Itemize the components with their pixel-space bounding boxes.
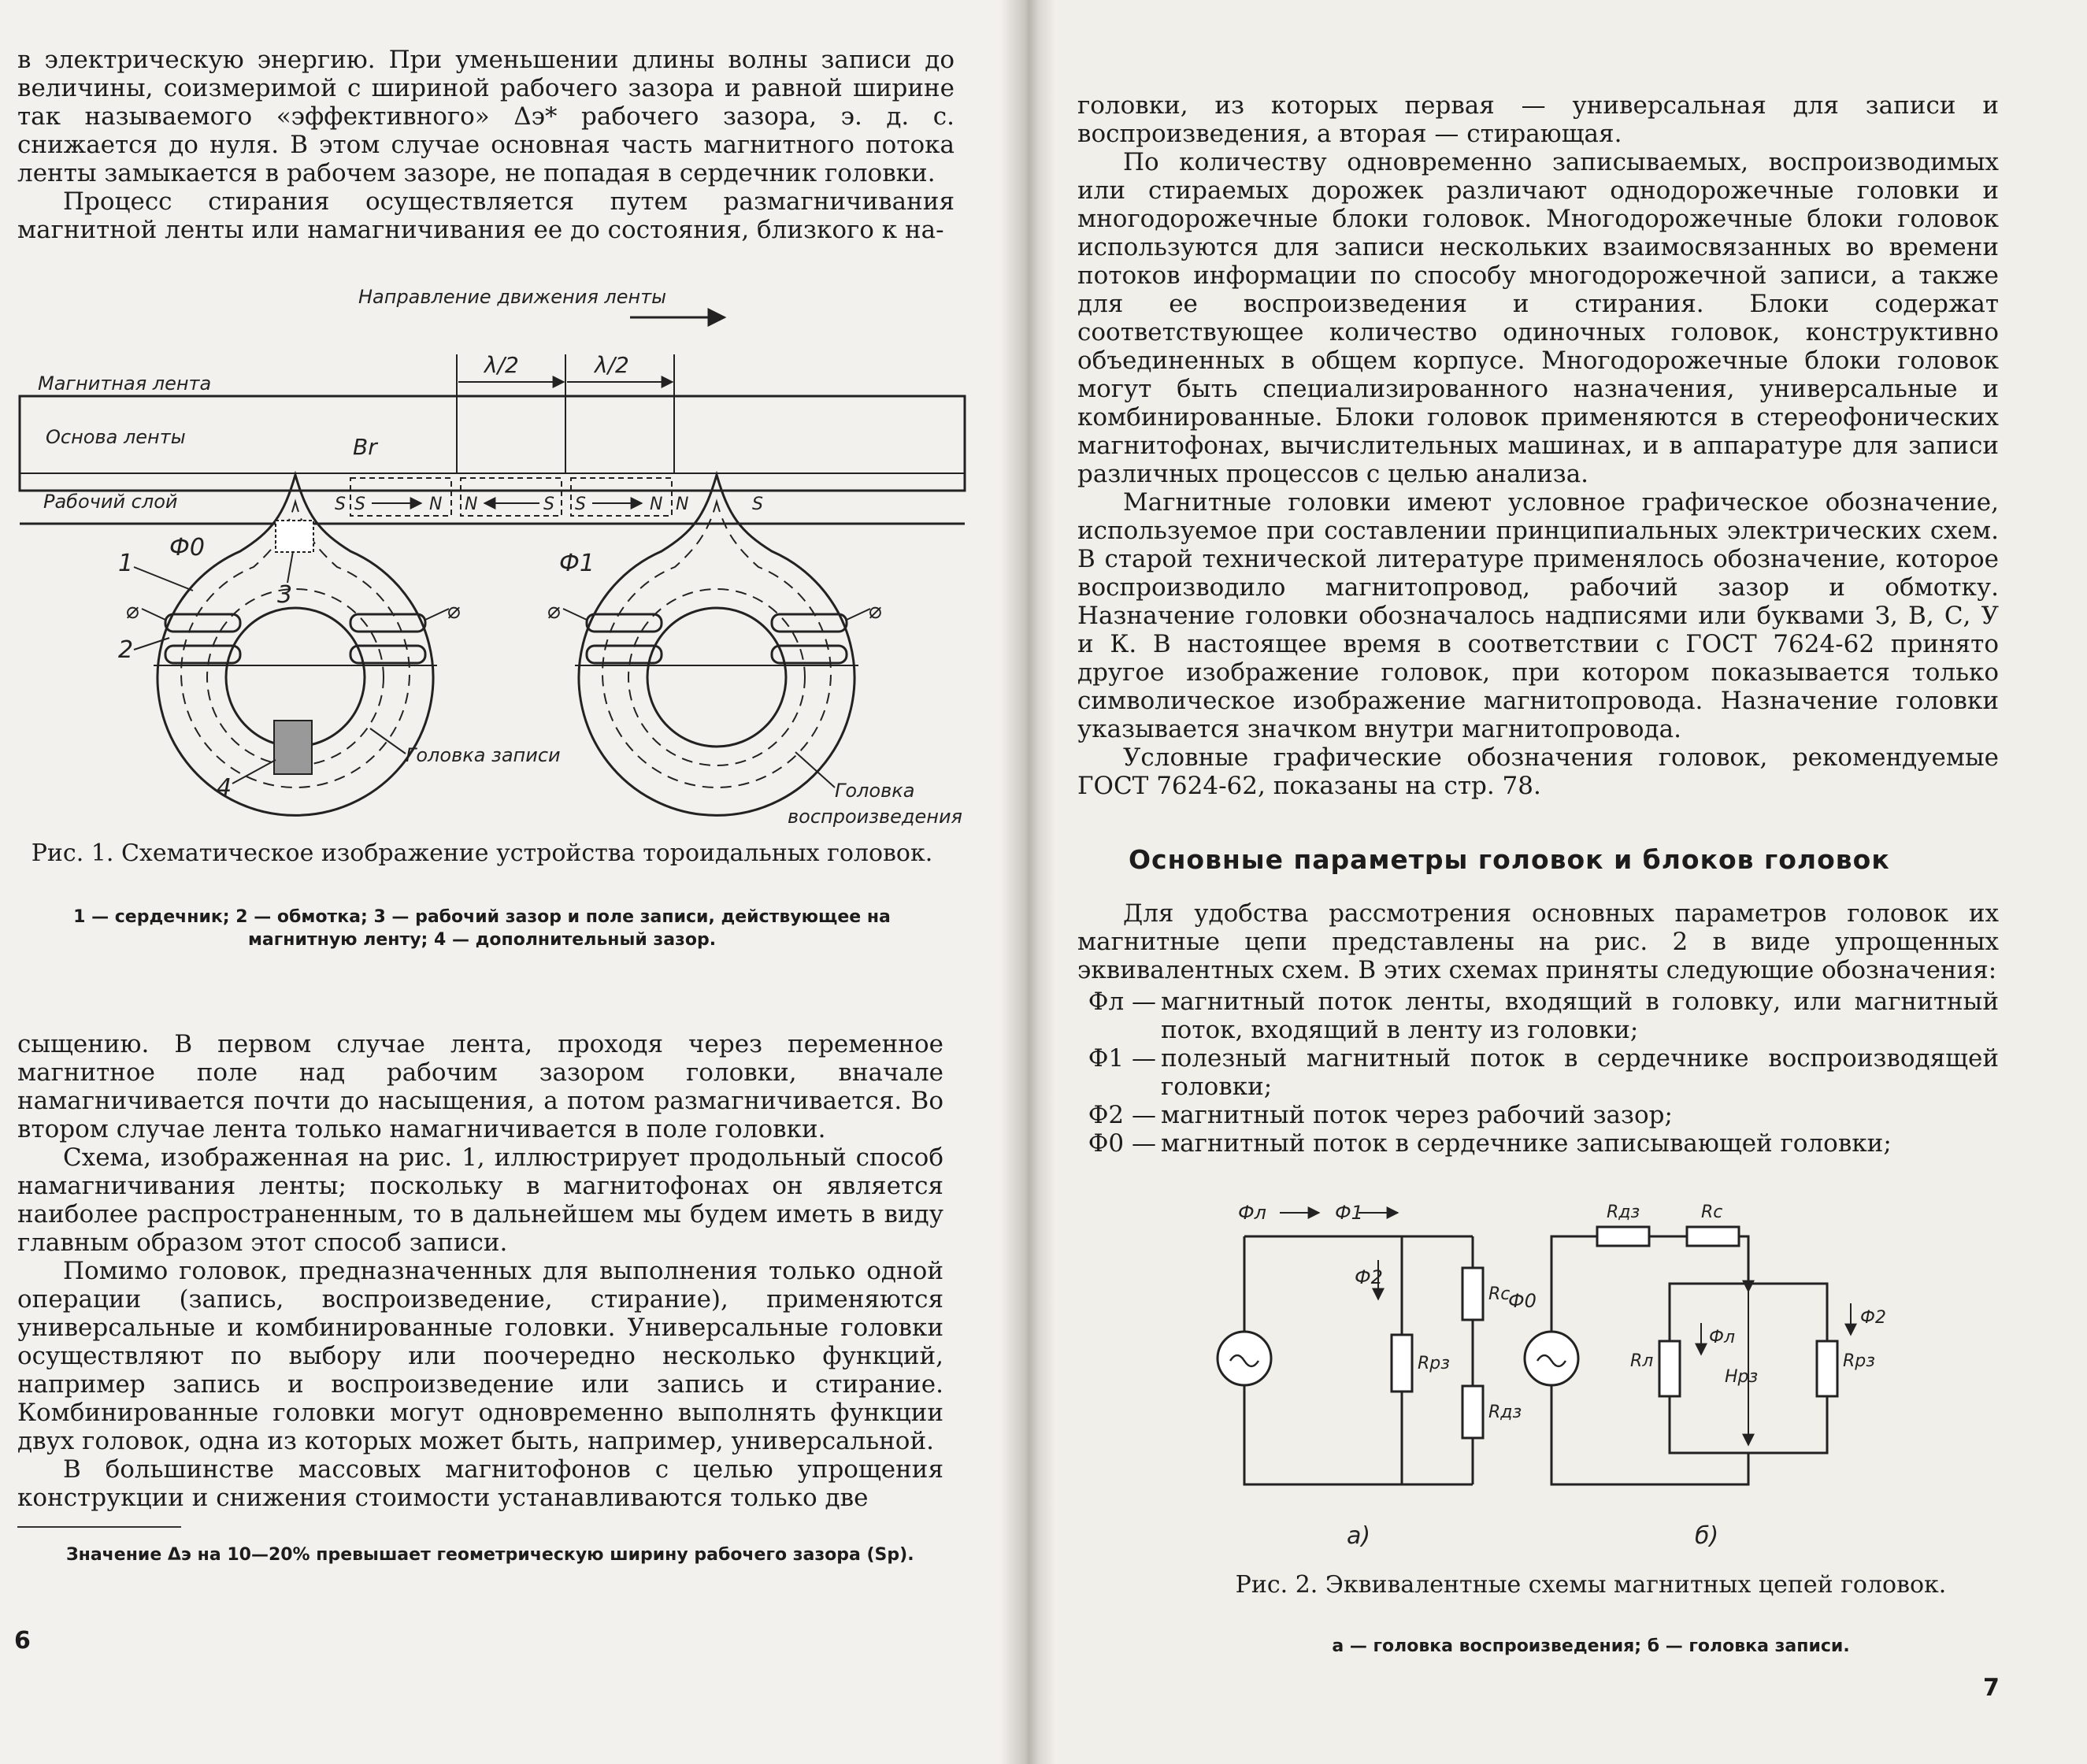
working-layer-label: Рабочий слой	[43, 491, 178, 513]
paragraph: Условные графические обозначения головок, рекомендуемые ГОСТ 7624-62, показаны на стр. 78.	[1077, 743, 1999, 800]
lambda-label-2: λ/2	[595, 352, 629, 378]
phi1-label: Ф1	[559, 550, 595, 577]
source-a	[1218, 1332, 1271, 1385]
notation-item	[1077, 1129, 1999, 1158]
paragraph: Помимо головок, предназначенных для выполнения только одной операции (запись, воспроизведение, стирание), применяются универсальные и комбинированные головки. Универсальные головки осуществляют по выбору или поочередно несколько функций, например запись и воспроизведение или запись и стирание. Комбинированные головки могут одновременно выполнять функции двух головок, одна из которых может быть, например, универсальной.	[17, 1257, 943, 1455]
label-rrz-b: Rрз	[1843, 1351, 1875, 1371]
label-rdz: Rдз	[1488, 1403, 1522, 1422]
resistor-rrz-b	[1817, 1341, 1837, 1396]
leader-1	[134, 567, 193, 591]
paragraph: головки, из которых первая — универсальная для записи и воспроизведения, а вторая — стирающая.	[1077, 91, 1999, 148]
pole-n: N	[676, 495, 689, 514]
playback-head	[547, 475, 882, 815]
label-phi-1: Ф1	[1335, 1202, 1363, 1224]
footnote-rule	[17, 1526, 181, 1528]
figure-2-legend: а — головка воспроизведения; б — головка записи.	[1332, 1636, 1850, 1656]
phi0-label: Ф0	[169, 534, 205, 561]
paragraph: в электрическую энергию. При уменьшении длины волны записи до величины, соизмеримой с шириной рабочего зазора и равной ширине так называемого «эффективного» Δэ* рабочего зазора, э. д. с. снижается до нуля. В этом случае основная часть магнитного потока ленты замыкается в рабочем зазоре, не попадая в сердечник головки.	[17, 46, 955, 187]
paragraph: Схема, изображенная на рис. 1, иллюстрирует продольный способ намагничивания ленты; поскольку в магнитофонах он является наиболее распространенным, то в дальнейшем мы будем иметь в виду главным образом этот способ записи.	[17, 1143, 943, 1257]
notation-desc: магнитный поток в сердечнике записывающей головки;	[1161, 1129, 1892, 1158]
notation-item	[1077, 1044, 1999, 1101]
resistor-rl	[1659, 1341, 1680, 1396]
magnetic-tape-label: Магнитная лента	[38, 372, 212, 395]
notation-term: Ф2 —	[1088, 1101, 1156, 1129]
resistor-rrz-a	[1392, 1335, 1412, 1392]
label-rl: Rл	[1630, 1351, 1654, 1371]
terminal: ⌀	[869, 598, 882, 624]
label-a: а)	[1347, 1522, 1371, 1550]
figure-2-caption: Рис. 2. Эквивалентные схемы магнитных цепей головок.	[1235, 1571, 1947, 1599]
notation-desc: магнитный поток ленты, входящий в головку, или магнитный поток, входящий в ленту из головки;	[1161, 988, 1999, 1044]
pole-s: S	[543, 495, 554, 514]
pole-s: S	[354, 495, 365, 514]
notation-term: Ф1 —	[1088, 1044, 1156, 1073]
pole-n: N	[465, 495, 478, 514]
label-hrz: Hрз	[1725, 1367, 1759, 1387]
label-3: 3	[277, 581, 293, 609]
working-gap	[276, 521, 313, 552]
pole-s: S	[752, 495, 763, 514]
paragraph: Магнитные головки имеют условное графическое обозначение, используемое при составлении принципиальных электрических схем. В старой технической литературе применялось обозначение, которое воспроизводило магнитопровод, рабочий зазор и обмотку. Назначение головки обозначалось надписями или буквами З, В, С, У и К. В настоящее время в соответствии с ГОСТ 7624-62 принято другое изображение головок, при котором показывается только символическое изображение магнитопровода. Назначение головки указывается значком внутри магнитопровода.	[1077, 488, 1999, 743]
notation-desc: магнитный поток через рабочий зазор;	[1161, 1101, 1673, 1129]
extra-gap	[274, 721, 312, 774]
pole-n: N	[650, 495, 663, 514]
notation-term: Фл —	[1088, 988, 1156, 1016]
paragraph: Для удобства рассмотрения основных параметров головок их магнитные цепи представлены на рис. 2 в виде упрощенных эквивалентных схем. В этих схемах приняты следующие обозначения:	[1077, 899, 1999, 984]
resistor-rc-b	[1687, 1227, 1739, 1246]
leader-3	[287, 551, 293, 583]
label-phi-2: Ф2	[1355, 1266, 1383, 1288]
source-b	[1525, 1332, 1578, 1385]
label-rc-b: Rс	[1701, 1203, 1723, 1222]
book-gutter	[1000, 0, 1055, 1764]
label-1: 1	[118, 550, 134, 577]
circuit-b	[1525, 1227, 1851, 1484]
paragraph: сыщению. В первом случае лента, проходя через переменное магнитное поле над рабочим зазором головки, вначале намагничивается почти до насыщения, а потом размагничивается. Во втором случае лента только намагничивается в поле головки.	[17, 1030, 943, 1143]
notation-item	[1077, 1101, 1999, 1129]
notation-list	[1077, 988, 1999, 1158]
paragraph: Процесс стирания осуществляется путем размагничивания магнитной ленты или намагничивания ее до состояния, близкого к на-	[17, 187, 955, 244]
resistor-rdz	[1462, 1386, 1483, 1438]
left-bottom-text	[17, 1030, 943, 1512]
paragraph: По количеству одновременно записываемых, воспроизводимых или стираемых дорожек различают однодорожечные головки и многодорожечные блоки головок. Многодорожечные блоки головок используются для записи нескольких взаимосвязанных во времени потоков информации по способу многодорожечной записи, а также для ее воспроизведения и стирания. Блоки содержат соответствующее количество одиночных головок, конструктивно объединенных в общем корпусе. Многодорожечные блоки головок могут быть специализированного назначения, универсальные и комбинированные. Блоки головок применяются в стереофонических магнитофонах, вычислительных машинах, и в аппаратуре для записи различных процессов с целью анализа.	[1077, 148, 1999, 488]
figure-1-legend: 1 — сердечник; 2 — обмотка; 3 — рабочий зазор и поле записи, действующее на магнитную ленту; 4 — дополнительный зазор.	[73, 907, 891, 950]
right-intro-text	[1077, 899, 1999, 984]
tape-direction-label: Направление движения ленты	[358, 286, 667, 308]
terminal: ⌀	[447, 598, 461, 624]
figure-1-caption: Рис. 1. Схематическое изображение устройства тороидальных головок.	[31, 839, 933, 867]
label-phi-l: Фл	[1238, 1202, 1266, 1224]
notation-item	[1077, 988, 1999, 1044]
notation-desc: полезный магнитный поток в сердечнике воспроизводящей головки;	[1161, 1044, 1999, 1101]
section-heading: Основные параметры головок и блоков головок	[1129, 844, 1890, 875]
figure-1-toroidal-heads	[0, 280, 969, 831]
pole-s: S	[335, 495, 346, 514]
play-head-label-2: воспроизведения	[788, 806, 962, 828]
notation-term: Ф0 —	[1088, 1129, 1156, 1158]
page-number: 7	[1983, 1674, 2000, 1702]
write-head-label: Головка записи	[406, 744, 561, 766]
label-4: 4	[217, 774, 232, 802]
play-head-label-1: Головка	[835, 780, 915, 802]
terminal: ⌀	[547, 598, 561, 624]
figure-2-equivalent-circuits	[1205, 1189, 1992, 1567]
resistor-rc-a	[1462, 1268, 1483, 1320]
label-rrz-a: Rрз	[1418, 1354, 1450, 1373]
pole-s: S	[575, 495, 586, 514]
lambda-label-1: λ/2	[484, 352, 519, 378]
label-phi-0: Ф0	[1508, 1290, 1537, 1312]
left-top-text	[17, 46, 955, 244]
circuit-a	[1218, 1213, 1483, 1484]
label-rdz-b: Rдз	[1607, 1203, 1640, 1222]
leader-write	[370, 728, 406, 754]
label-2: 2	[118, 636, 134, 664]
right-top-text	[1077, 91, 1999, 800]
resistor-rdz-b	[1597, 1227, 1649, 1246]
label-phi-2-b: Ф2	[1860, 1308, 1886, 1328]
page-number: 6	[14, 1627, 31, 1655]
paragraph: В большинстве массовых магнитофонов с целью упрощения конструкции и снижения стоимости устанавливаются только две	[17, 1455, 943, 1512]
tape-base-label: Основа ленты	[46, 426, 186, 448]
pole-n: N	[429, 495, 443, 514]
br-label: Br	[353, 434, 377, 460]
footnote: Значение Δэ на 10—20% превышает геометрическую ширину рабочего зазора (Sр).	[66, 1545, 914, 1565]
label-phi-l-b: Фл	[1709, 1328, 1735, 1347]
leader-2	[134, 638, 169, 650]
right-page	[1024, 0, 2087, 1764]
label-b: б)	[1695, 1522, 1719, 1550]
label-rc-a: Rс	[1488, 1284, 1511, 1304]
terminal: ⌀	[126, 598, 139, 624]
left-page	[0, 0, 1024, 1764]
